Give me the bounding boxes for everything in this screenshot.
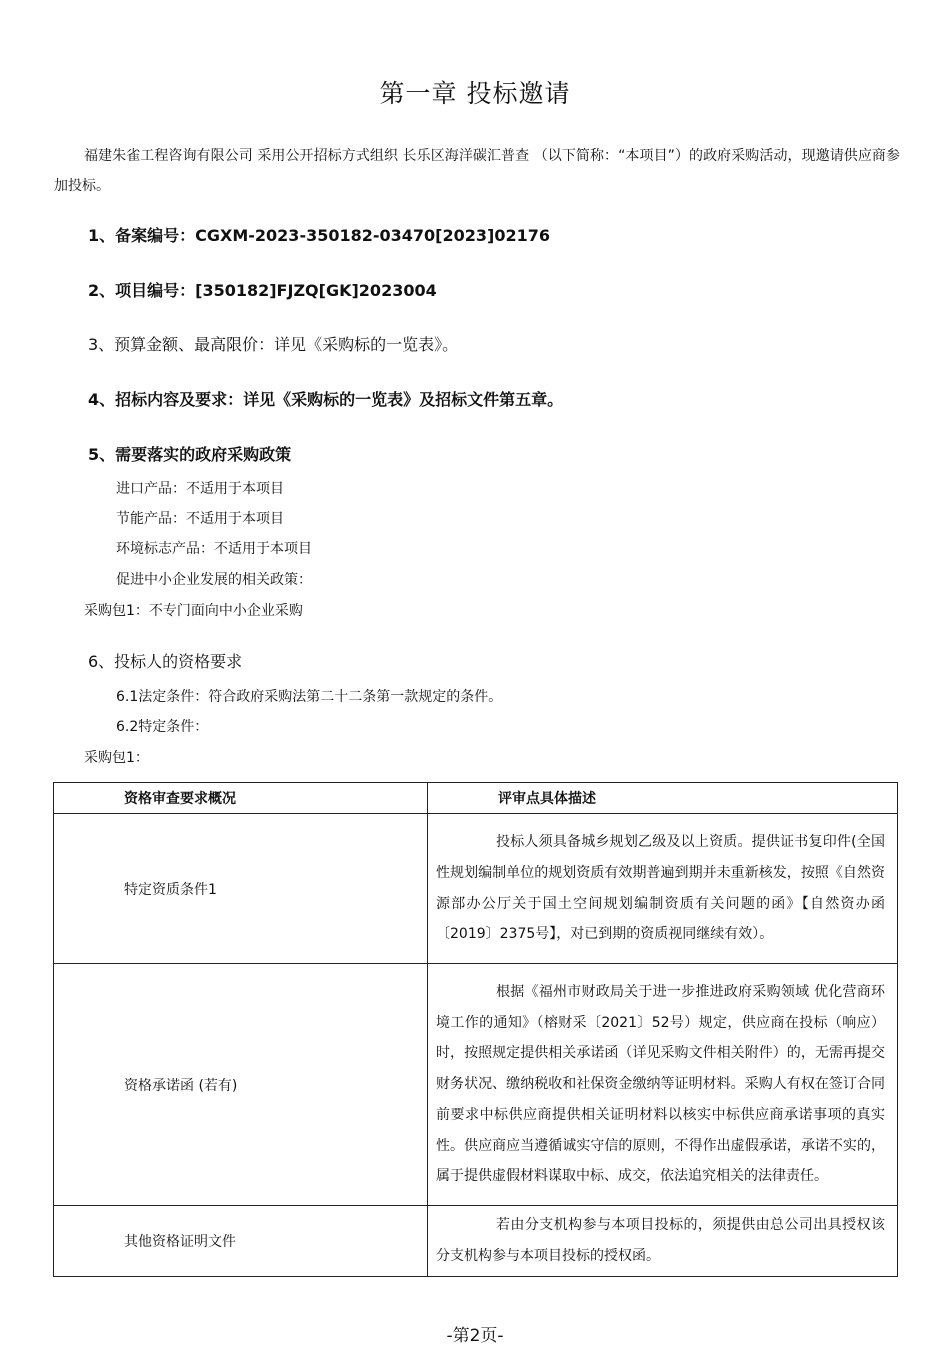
section-filing-number: 1、备案编号：CGXM-2023-350182-03470[2023]02176 (88, 226, 551, 245)
policy-package: 采购包1：不专门面向中小企业采购 (84, 603, 303, 619)
policy-item: 环境标志产品：不适用于本项目 (116, 541, 312, 557)
section-budget: 3、预算金额、最高限价：详见《采购标的一览表》。 (88, 335, 459, 354)
requirement-description: 若由分支机构参与本项目投标的，须提供由总公司出具授权该分支机构参与本项目投标的授权函。 (428, 1206, 898, 1277)
table-row (54, 814, 898, 964)
specific-conditions: 6.2特定条件： (116, 719, 209, 735)
requirement-label: 其他资格证明文件 (54, 1206, 428, 1277)
policy-item: 促进中小企业发展的相关政策： (116, 572, 312, 588)
section-bidder-qualification: 6、投标人的资格要求 (88, 652, 243, 671)
table-header-cell: 评审点具体描述 (428, 783, 898, 814)
table-header-cell: 资格审查要求概况 (54, 783, 428, 814)
requirement-description: 投标人须具备城乡规划乙级及以上资质。提供证书复印件(全国性规划编制单位的规划资质有效期普遍到期并未重新核发，按照《自然资源部办公厅关于国土空间规划编制资质有关问题的函》【自然资办函〔2019〕2375号】，对已到期的资质视同继续有效）。 (428, 814, 898, 964)
qualification-package: 采购包1： (84, 750, 149, 766)
table-row (54, 1206, 898, 1277)
section-content-requirements: 4、招标内容及要求：详见《采购标的一览表》及招标文件第五章。 (88, 390, 564, 409)
requirement-description: 根据《福州市财政局关于进一步推进政府采购领域 优化营商环境工作的通知》（榕财采〔2021〕52号）规定，供应商在投标（响应）时，按照规定提供相关承诺函（详见采购文件相关附件）的，无需再提交财务状况、缴纳税收和社保资金缴纳等证明材料。采购人有权在签订合同前要求中标供应商提供相关证明材料以核实中标供应商承诺事项的真实性。供应商应当遵循诚实守信的原则，不得作出虚假承诺，承诺不实的，属于提供虚假材料谋取中标、成交，依法追究相关的法律责任。 (428, 964, 898, 1206)
table-header-row (54, 783, 898, 814)
requirement-label: 特定资质条件1 (54, 814, 428, 964)
policy-item: 进口产品：不适用于本项目 (116, 481, 284, 497)
legal-conditions: 6.1法定条件：符合政府采购法第二十二条第一款规定的条件。 (116, 689, 503, 705)
policy-item: 节能产品：不适用于本项目 (116, 511, 284, 527)
section-procurement-policy: 5、需要落实的政府采购政策 (88, 445, 292, 464)
page-number: -第2页- (446, 1326, 504, 1346)
intro-paragraph: 福建朱雀工程咨询有限公司 采用公开招标方式组织 长乐区海洋碳汇普查 （以下简称：“本项目”）的政府采购活动，现邀请供应商参加投标。 (54, 148, 900, 194)
chapter-title: 第一章 投标邀请 (379, 79, 571, 108)
section-project-number: 2、项目编号：[350182]FJZQ[GK]2023004 (88, 281, 437, 300)
table-row (54, 964, 898, 1206)
qualification-table (53, 782, 898, 1277)
requirement-label: 资格承诺函 (若有) (54, 964, 428, 1206)
